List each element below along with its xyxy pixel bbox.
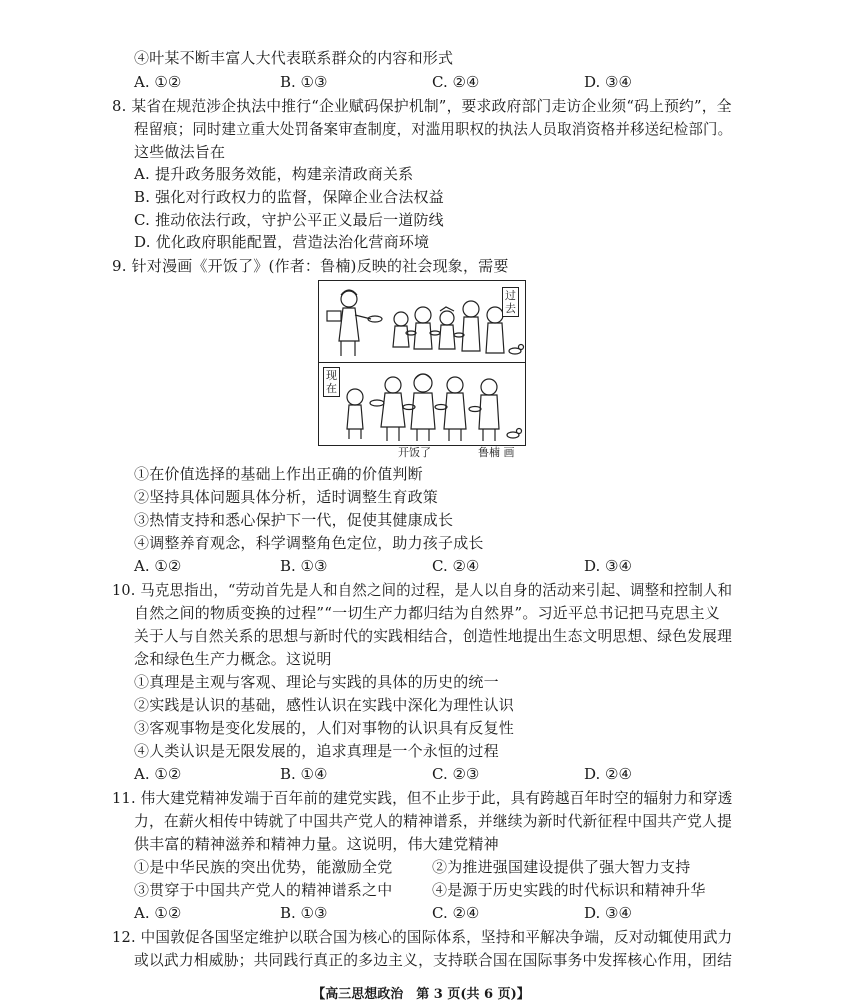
cartoon-now-drawing [319, 363, 525, 444]
q9-option-d: D. ③④ [584, 557, 632, 575]
q8-choice-b: B. 强化对行政权力的监督，保障企业合法权益 [134, 188, 444, 206]
q10-option-d: D. ②④ [584, 765, 632, 783]
q12-stem-line: 12. 中国敦促各国坚定维护以联合国为核心的国际体系，坚持和平解决争端，反对动辄使用武力 [112, 928, 733, 946]
q10-option-c: C. ②③ [432, 765, 480, 783]
q7-item-4: ④叶某不断丰富人大代表联系群众的内容和形式 [134, 49, 454, 67]
q9-item-3: ③热情支持和悉心保护下一代，促使其健康成长 [134, 511, 454, 529]
q11-option-a: A. ①② [134, 904, 182, 922]
q8-stem-line: 8. 某省在规范涉企执法中推行“企业赋码保护机制”，要求政府部门走访企业须“码上预约”，全 [112, 97, 732, 115]
q10-stem-line: 关于人与自然关系的思想与新时代的实践相结合，创造性地提出生态文明思想、绿色发展理 [134, 627, 733, 645]
q8-stem-line: 这些做法旨在 [134, 143, 226, 161]
q11-item-3: ③贯穿于中国共产党人的精神谱系之中 [134, 881, 393, 899]
q7-option-b: B. ①③ [280, 73, 328, 91]
q8-choice-a: A. 提升政务服务效能，构建亲清政商关系 [134, 165, 414, 183]
q9-stem: 9. 针对漫画《开饭了》(作者：鲁楠)反映的社会现象，需要 [112, 257, 509, 275]
q10-item-3: ③客观事物是变化发展的，人们对事物的认识具有反复性 [134, 719, 515, 737]
q10-option-a: A. ①② [134, 765, 182, 783]
q8-stem-line: 程留痕；同时建立重大处罚备案审查制度，对滥用职权的执法人员取消资格并移送纪检部门。 [134, 120, 733, 138]
q11-stem-line: 11. 伟大建党精神发端于百年前的建党实践，但不止步于此，具有跨越百年时空的辐射力和穿透 [112, 789, 733, 807]
cartoon-past-drawing [319, 281, 525, 362]
q11-option-b: B. ①③ [280, 904, 328, 922]
q8-choice-d: D. 优化政府职能配置，营造法治化营商环境 [134, 233, 430, 251]
q7-option-d: D. ③④ [584, 73, 632, 91]
q11-stem-line: 供丰富的精神滋养和精神力量。这说明，伟大建党精神 [134, 835, 499, 853]
q10-item-1: ①真理是主观与客观、理论与实践的具体的历史的统一 [134, 673, 499, 691]
q11-option-d: D. ③④ [584, 904, 632, 922]
q9-item-1: ①在价值选择的基础上作出正确的价值判断 [134, 465, 423, 483]
q10-stem-line: 念和绿色生产力概念。这说明 [134, 650, 332, 668]
q10-option-b: B. ①④ [280, 765, 328, 783]
cartoon-caption-title: 开饭了 [398, 446, 431, 459]
cartoon-past-tag: 过去 [502, 287, 519, 317]
q10-stem-line: 10. 马克思指出，“劳动首先是人和自然之间的过程，是人以自身的活动来引起、调整和控制人和 [112, 581, 733, 599]
q9-option-a: A. ①② [134, 557, 182, 575]
q11-option-c: C. ②④ [432, 904, 480, 922]
cartoon-panel-past [319, 281, 525, 363]
q11-stem-line: 力，在薪火相传中铸就了中国共产党人的精神谱系，并继续为新时代新征程中国共产党人提 [134, 812, 733, 830]
q10-item-2: ②实践是认识的基础，感性认识在实践中深化为理性认识 [134, 696, 515, 714]
q8-choice-c: C. 推动依法行政，守护公平正义最后一道防线 [134, 211, 444, 229]
q11-item-1: ①是中华民族的突出优势，能激励全党 [134, 858, 393, 876]
q7-option-c: C. ②④ [432, 73, 480, 91]
q7-option-a: A. ①② [134, 73, 182, 91]
page-footer: 【高三思想政治 第 3 页(共 6 页)】 [312, 987, 530, 1002]
cartoon-caption-author: 鲁楠 画 [478, 446, 515, 459]
cartoon-figure [318, 280, 526, 446]
q10-item-4: ④人类认识是无限发展的，追求真理是一个永恒的过程 [134, 742, 499, 760]
q9-option-c: C. ②④ [432, 557, 480, 575]
cartoon-now-tag: 现在 [323, 367, 340, 397]
q11-item-2: ②为推进强国建设提供了强大智力支持 [432, 858, 691, 876]
cartoon-panel-now [319, 363, 525, 444]
q9-item-2: ②坚持具体问题具体分析，适时调整生育政策 [134, 488, 439, 506]
q10-stem-line: 自然之间的物质变换的过程”“一切生产力都归结为自然界”。习近平总书记把马克思主义 [134, 604, 721, 622]
q9-item-4: ④调整养育观念，科学调整角色定位，助力孩子成长 [134, 534, 484, 552]
q9-option-b: B. ①③ [280, 557, 328, 575]
q12-stem-line: 或以武力相威胁；共同践行真正的多边主义，支持联合国在国际事务中发挥核心作用，团结 [134, 951, 733, 969]
q11-item-4: ④是源于历史实践的时代标识和精神升华 [432, 881, 706, 899]
